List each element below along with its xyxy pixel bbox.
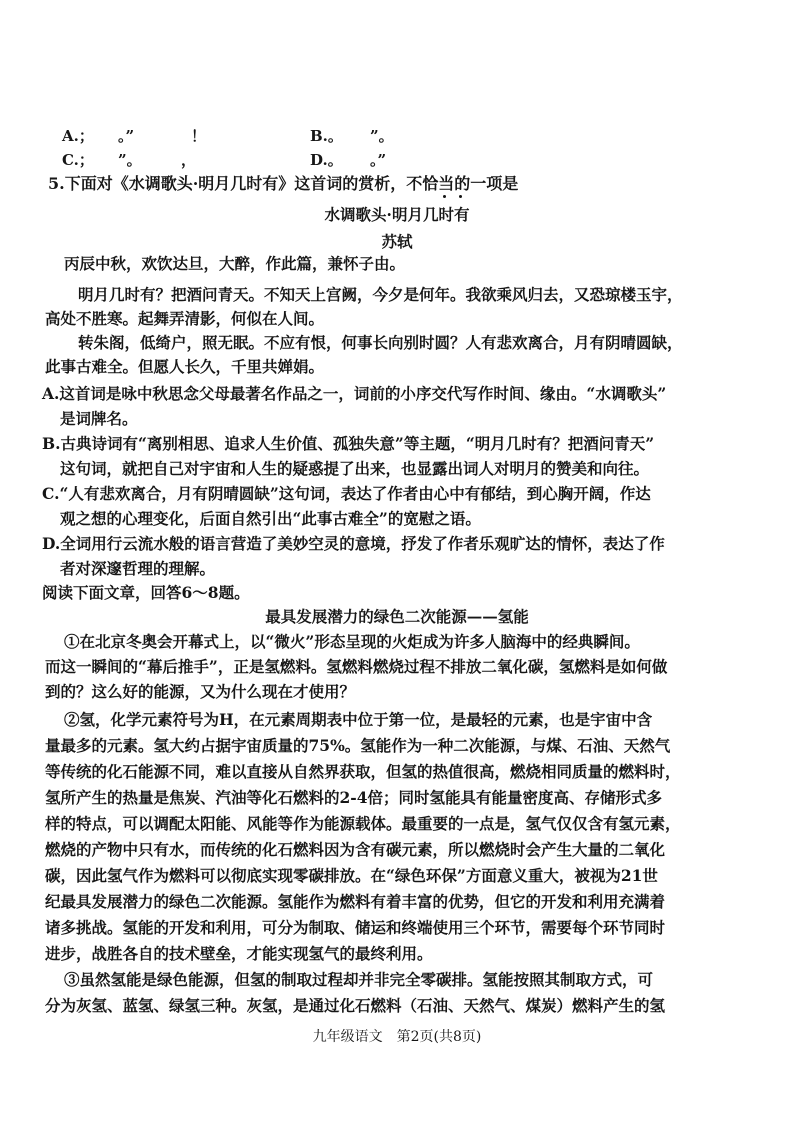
option-c-label: C.； [62, 151, 94, 169]
option-c-mark2: ， [181, 151, 197, 169]
poem-line: 明月几时有？把酒问青天。不知天上宫阙，今夕是何年。我欲乘风归去，又恐琼楼玉宇， [78, 285, 683, 304]
article-line: 分为灰氢、蓝氢、绿氢三种。灰氢，是通过化石燃料（石油、天然气、煤炭）燃料产生的氢 [45, 996, 666, 1015]
choice-a-cont: 是词牌名。 [60, 409, 138, 428]
article-line: 样的特点，可以调配太阳能、风能等作为能源载体。最重要的一点是，氢气仅仅含有氢元素， [45, 814, 681, 833]
option-b-label: B.。 [310, 127, 343, 145]
article-line: 而这一瞬间的“幕后推手”，正是氢燃料。氢燃料燃烧过程不排放二氧化碳，氢燃料是如何做 [45, 657, 668, 676]
choice-c-cont: 观之想的心理变化，后面自然引出“此事古难全”的宽慰之语。 [60, 509, 481, 528]
article-line: 纪最具发展潜力的绿色二次能源。氢能作为燃料有着丰富的优势，但它的开发和利用充满着 [45, 892, 666, 911]
article-line: 进步，战胜各自的技术壁垒，才能实现氢气的最终利用。 [45, 944, 433, 963]
emphasis-dot [443, 195, 446, 198]
poem-line: 转朱阁，低绮户，照无眠。不应有恨，何事长向别时圆？人有悲欢离合，月有阴晴圆缺， [78, 333, 683, 352]
article-line: 到的？这么好的能源，又为什么现在才使用？ [45, 682, 356, 701]
article-line: 氢所产生的热量是焦炭、汽油等化石燃料的2-4倍；同时氢能具有能量密度高、存储形式多 [45, 788, 663, 807]
article-line: ①在北京冬奥会开幕式上，以“微火”形态呈现的火炬成为许多人脑海中的经典瞬间。 [64, 632, 640, 651]
option-b-mark1: ”。 [370, 127, 394, 145]
option-d-label: D.。 [310, 151, 343, 169]
poem-preface: 丙辰中秋，欢饮达旦，大醉，作此篇，兼怀子由。 [64, 254, 406, 273]
choice-d-cont: 者对深邃哲理的理解。 [60, 559, 216, 578]
page-footer: 九年级语文 第2页(共8页) [312, 1029, 482, 1045]
article-line: ②氢，化学元素符号为H，在元素周期表中位于第一位，是最轻的元素，也是宇宙中含 [64, 710, 653, 729]
article-line: 诸多挑战。氢能的开发和利用，可分为制取、储运和终端使用三个环节，需要每个环节同时 [45, 918, 666, 937]
article-line: 碳，因此氢气作为燃料可以彻底实现零碳排放。在“绿色环保”方面意义重大，被视为21世 [45, 866, 658, 885]
poem-line: 此事古难全。但愿人长久，千里共婵娟。 [45, 357, 325, 376]
article-line: 燃烧的产物中只有水，而传统的化石燃料因为含有碳元素，所以燃烧时会产生大量的二氧化 [45, 840, 666, 859]
choice-d: D.全词用行云流水般的语言营造了美妙空灵的意境，抒发了作者乐观旷达的情怀，表达了作 [42, 534, 665, 553]
option-a-label: A.； [62, 127, 94, 145]
article-title: 最具发展潜力的绿色二次能源——氢能 [265, 607, 529, 626]
poem-author: 苏轼 [381, 232, 413, 251]
article-line: 量最多的元素。氢大约占据宇宙质量的75%。氢能作为一种二次能源，与煤、石油、天然气 [45, 736, 671, 755]
choice-a: A.这首词是咏中秋思念父母最著名作品之一，词前的小序交代写作时间、缘由。“水调歌头” [42, 384, 667, 403]
choice-b: B.古典诗词有“离别相思、追求人生价值、孤独失意”等主题，“明月几时有？把酒问青天” [42, 434, 655, 453]
article-line: ③虽然氢能是绿色能源，但氢的制取过程却并非完全零碳排。氢能按照其制取方式，可 [64, 970, 654, 989]
article-line: 等传统的化石能源不同，难以直接从自然界获取，但氢的热值很高，燃烧相同质量的燃料时， [45, 762, 681, 781]
poem-title: 水调歌头·明月几时有 [324, 205, 470, 224]
question-5-stem: 5.下面对《水调歌头·明月几时有》这首词的赏析，不恰当的一项是 [48, 174, 519, 193]
poem-line: 高处不胜寒。起舞弄清影，何似在人间。 [45, 309, 325, 328]
option-d-mark1: 。” [370, 151, 387, 169]
choice-b-cont: 这句词，就把自己对宇宙和人生的疑惑提了出来，也显露出词人对明月的赞美和向往。 [60, 459, 650, 478]
option-a-mark1: 。” [118, 127, 135, 145]
option-c-mark1: ”。 [118, 151, 142, 169]
emphasis-dot [459, 195, 462, 198]
reading-instruction: 阅读下面文章，回答6～8题。 [42, 583, 250, 602]
choice-c: C.“人有悲欢离合，月有阴晴圆缺”这句词，表达了作者由心中有郁结，到心胸开阔，作达 [42, 484, 651, 503]
option-a-mark2: ！ [191, 127, 207, 145]
